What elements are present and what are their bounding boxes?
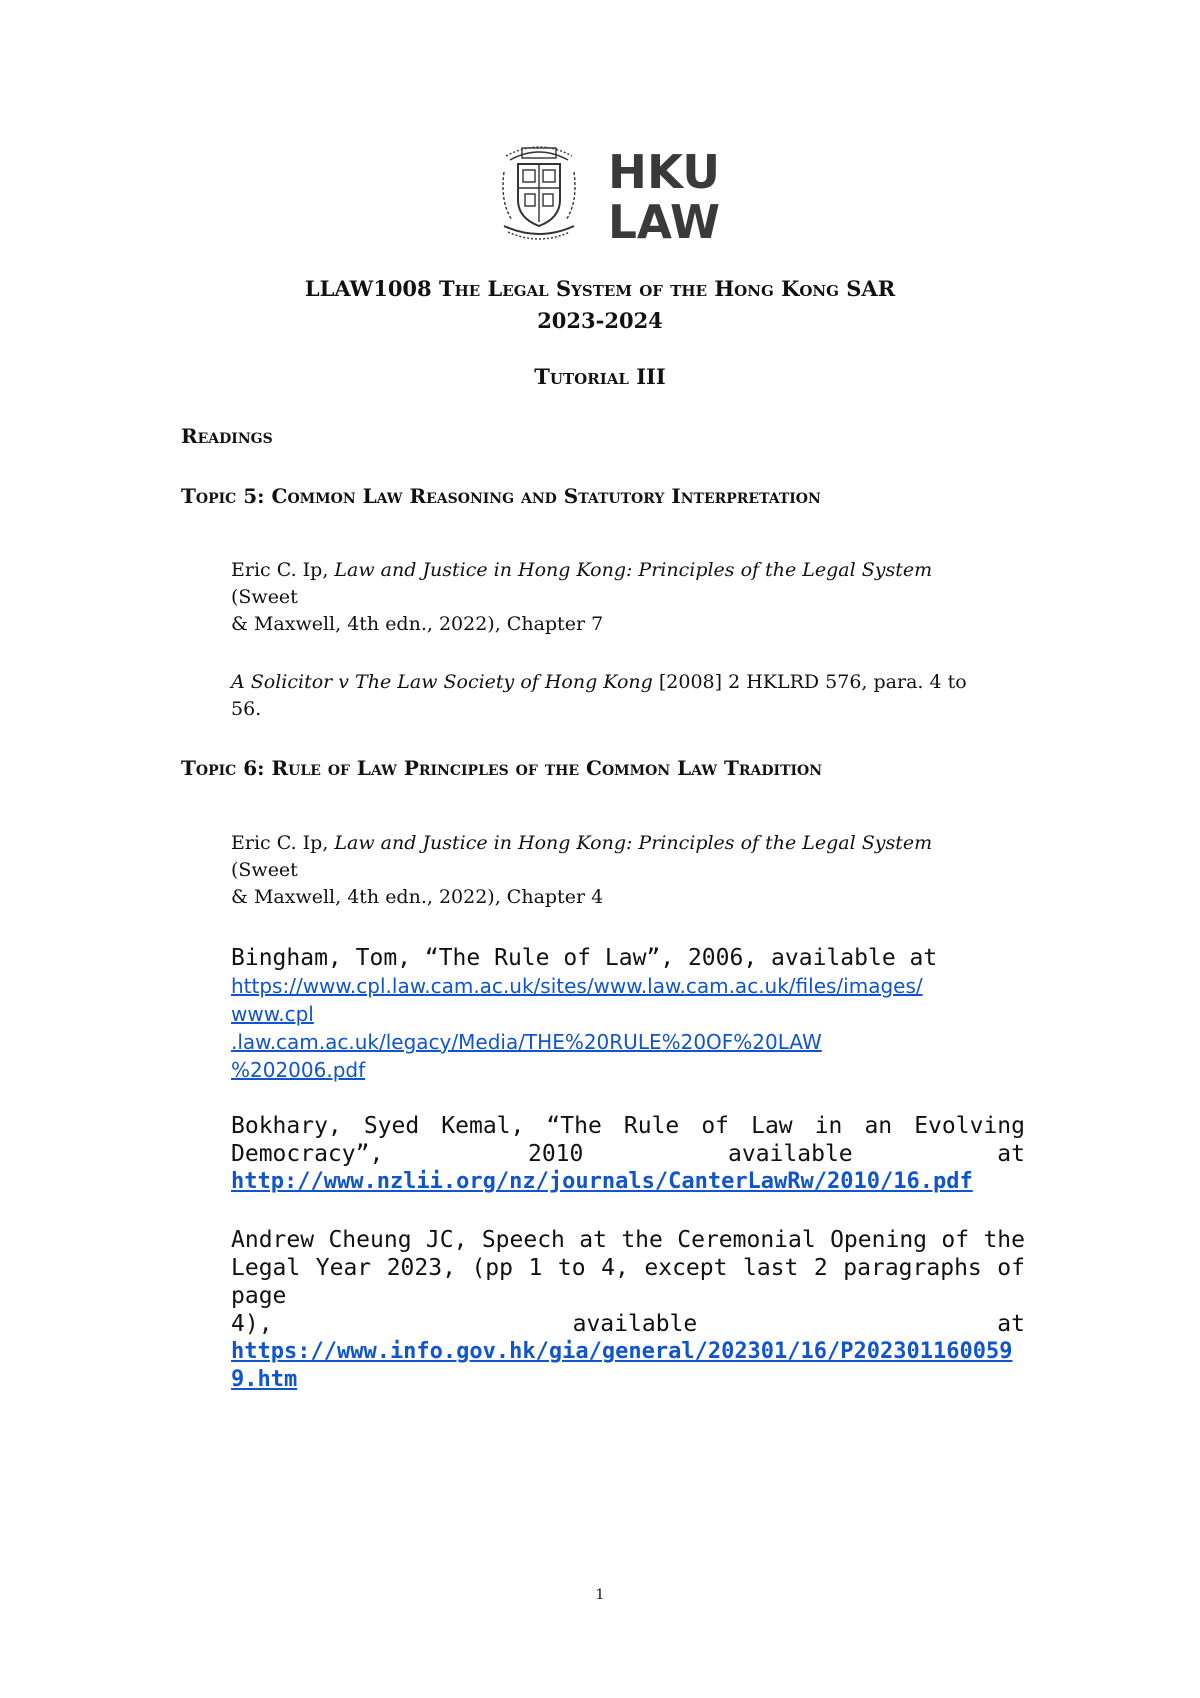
bingham-text: Bingham, Tom, “The Rule of Law”, 2006, available at — [231, 945, 938, 971]
case-citation: [2008] 2 HKLRD 576, para. 4 to — [652, 671, 967, 693]
case-name: A Solicitor v The Law Society of Hong Kong — [231, 671, 653, 693]
academic-year: 2023-2024 — [537, 308, 663, 333]
bingham-link-line2: www.cpl — [231, 1002, 314, 1026]
reading-line3: & Maxwell, 4th edn., 2022), Chapter 4 — [231, 886, 604, 908]
cheung-line1: Andrew Cheung JC, Speech at the Ceremonial Opening of the — [231, 1227, 1025, 1253]
cheung-link-line1: https://www.info.gov.hk/gia/general/202301/16/P202301160059 — [231, 1339, 1013, 1364]
bingham-link[interactable] — [231, 972, 1025, 1084]
reading-line2: (Sweet — [231, 859, 298, 881]
topic5-heading: Topic 5: Common Law Reasoning and Statutory Interpretation — [181, 484, 821, 508]
cheung-line2: Legal Year 2023, (pp 1 to 4, except last 2 paragraphs of page — [231, 1255, 1025, 1309]
hku-law-logo — [498, 142, 728, 242]
reading-book-title: Law and Justice in Hong Kong: Principles of the Legal System — [334, 832, 933, 854]
topic5-reading-2 — [231, 669, 991, 723]
course-title-line — [0, 276, 1200, 301]
topic5-reading-1 — [231, 557, 991, 638]
bokhary-reference — [231, 1112, 1025, 1196]
bokhary-line1: Bokhary, Syed Kemal, “The Rule of Law in an Evolving — [231, 1113, 1025, 1139]
bingham-link-line3: .law.cam.ac.uk/legacy/Media/THE%20RULE%20OF%20LAW — [231, 1030, 822, 1054]
course-title: The Legal System of the Hong Kong SAR — [438, 276, 896, 301]
reading-author: Eric C. Ip, — [231, 559, 335, 581]
cheung-reference — [231, 1226, 1025, 1394]
cheung-line3: 4), available at — [231, 1311, 1025, 1337]
case-line2: 56. — [231, 698, 262, 720]
bokhary-line2: Democracy”, 2010 available at — [231, 1141, 1025, 1167]
wordmark-line1: HKU — [608, 145, 720, 199]
bokhary-link[interactable]: http://www.nzlii.org/nz/journals/CanterLawRw/2010/16.pdf — [231, 1169, 973, 1194]
page-number: 1 — [595, 1587, 605, 1603]
topic6-heading: Topic 6: Rule of Law Principles of the Common Law Tradition — [181, 756, 823, 780]
readings-heading: Readings — [181, 424, 273, 448]
reading-line2: (Sweet — [231, 586, 298, 608]
cheung-link-line2: 9.htm — [231, 1367, 298, 1392]
reading-book-title: Law and Justice in Hong Kong: Principles of the Legal System — [334, 559, 933, 581]
bingham-link-line1: https://www.cpl.law.cam.ac.uk/sites/www.law.cam.ac.uk/files/images/ — [231, 974, 923, 998]
bingham-reference — [231, 944, 1025, 1084]
tutorial-title: Tutorial III — [534, 364, 666, 389]
reading-author: Eric C. Ip, — [231, 832, 335, 854]
cheung-link[interactable] — [231, 1338, 1025, 1394]
hku-law-wordmark — [608, 144, 728, 240]
topic6-reading-1 — [231, 830, 991, 911]
university-crest-icon — [498, 142, 580, 242]
course-code: LLAW1008 — [304, 276, 432, 301]
bingham-link-line4: %202006.pdf — [231, 1058, 366, 1082]
wordmark-line2: LAW — [608, 195, 720, 240]
reading-line3: & Maxwell, 4th edn., 2022), Chapter 7 — [231, 613, 604, 635]
